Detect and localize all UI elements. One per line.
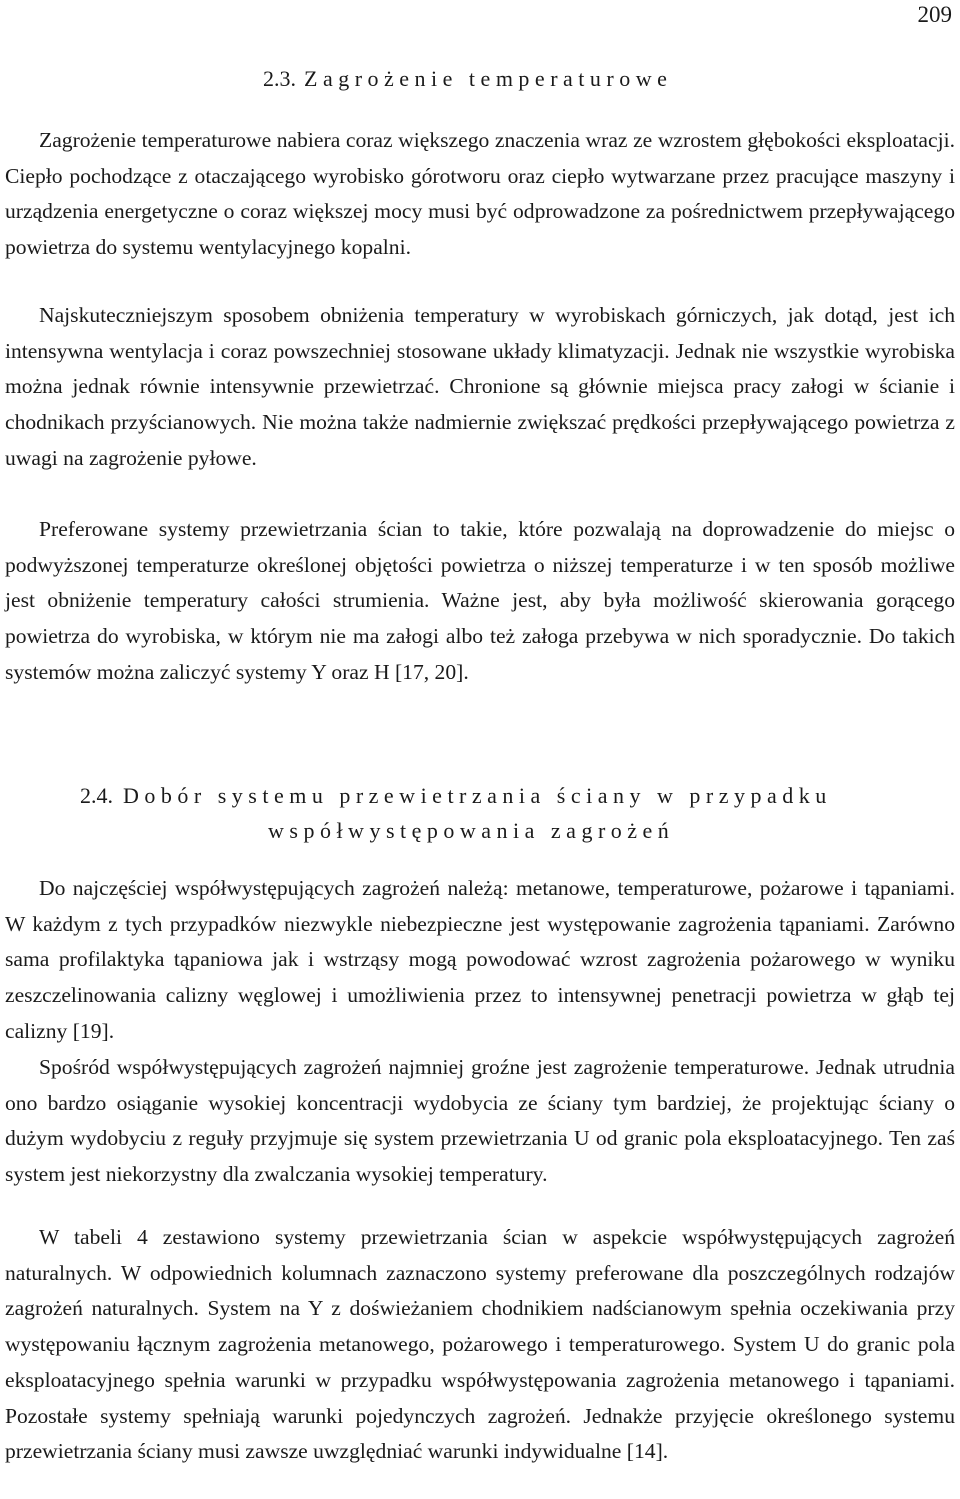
paragraph: Najskuteczniejszym sposobem obniżenia temperatury w wyrobiskach górniczych, jak dotąd, jest ich intensywna wentylacja i coraz powszechniej stosowane układy klimatyzacji. Jednak nie wszystkie wyrobiska można jednak równie intensywnie przewietrzać. Chronione są głównie miejsca pracy załogi w ścianie i chodnikach przyścianowych. Nie można także nadmiernie zwiększać prędkości przepływającego powietrza z uwagi na zagrożenie pyłowe. [5,303,955,470]
paragraph: Do najczęściej współwystępujących zagrożeń należą: metanowe, temperaturowe, pożarowe i tąpaniami. W każdym z tych przypadków niezwykle niebezpieczne jest występowanie zagrożenia tąpaniami. Zarówno sama profilaktyka tąpaniowa jak i wstrząsy mogą powodować wzrost zagrożenia pożarowego w wyniku zeszczelinowania calizny węglowej i umożliwienia przez to intensywnej penetracji powietrza w głąb tej calizny [19]. [5,876,955,1043]
paragraph: Spośród współwystępujących zagrożeń najmniej groźne jest zagrożenie temperaturowe. Jednak utrudnia ono bardzo osiąganie wysokiej koncentracji wydobycia ze ściany tym bardziej, że projektując ściany o dużym wydobyciu z reguły przyjmuje się system przewietrzania U od granic pola eksploatacyjnego. Ten zaś system jest niekorzystny dla zwalczania wysokiej temperatury. [5,1055,955,1187]
section-heading-2-4-line-2: współwystępowania zagrożeń [268,818,675,843]
section-title: Zagrożenie temperaturowe [304,66,673,91]
section-heading-2-3 [263,66,672,92]
section-heading-2-4-line-1 [80,783,832,809]
paragraph: Zagrożenie temperaturowe nabiera coraz większego znaczenia wraz ze wzrostem głębokości eksploatacji. Ciepło pochodzące z otaczającego wyrobisko górotworu oraz ciepło wytwarzane przez pracujące maszyny i urządzenia energetyczne o coraz większej mocy musi być odprowadzone za pośrednictwem przepływającego powietrza do systemu wentylacyjnego kopalni. [5,128,955,260]
page-number: 209 [917,2,952,27]
section-number: 2.3. [263,66,296,91]
section-title-line-1: Dobór systemu przewietrzania ściany w przypadku [123,783,832,808]
section-number: 2.4. [80,783,113,808]
paragraph: Preferowane systemy przewietrzania ścian to takie, które pozwalają na doprowadzenie do miejsc o podwyższonej temperaturze określonej objętości powietrza o niższej temperaturze i w ten sposób możliwe jest obniżenie temperatury całości strumienia. Ważne jest, aby była możliwość skierowania gorącego powietrza do wyrobiska, w którym nie ma załogi albo też załoga przebywa w nich sporadycznie. Do takich systemów można zaliczyć systemy Y oraz H [17, 20]. [5,517,955,684]
paragraph: W tabeli 4 zestawiono systemy przewietrzania ścian w aspekcie współwystępujących zagrożeń naturalnych. W odpowiednich kolumnach zaznaczono systemy preferowane dla poszczególnych rodzajów zagrożeń naturalnych. System na Y z doświeżaniem chodnikiem nadścianowym spełnia oczekiwania przy występowaniu łącznym zagrożenia metanowego, pożarowego i temperaturowego. System U do granic pola eksploatacyjnego spełnia warunki w przypadku współwystępowania zagrożenia metanowego i tąpaniami. Pozostałe systemy spełniają warunki pojedynczych zagrożeń. Jednakże przyjęcie określonego systemu przewietrzania ściany musi zawsze uwzględniać warunki indywidualne [14]. [5,1225,955,1464]
